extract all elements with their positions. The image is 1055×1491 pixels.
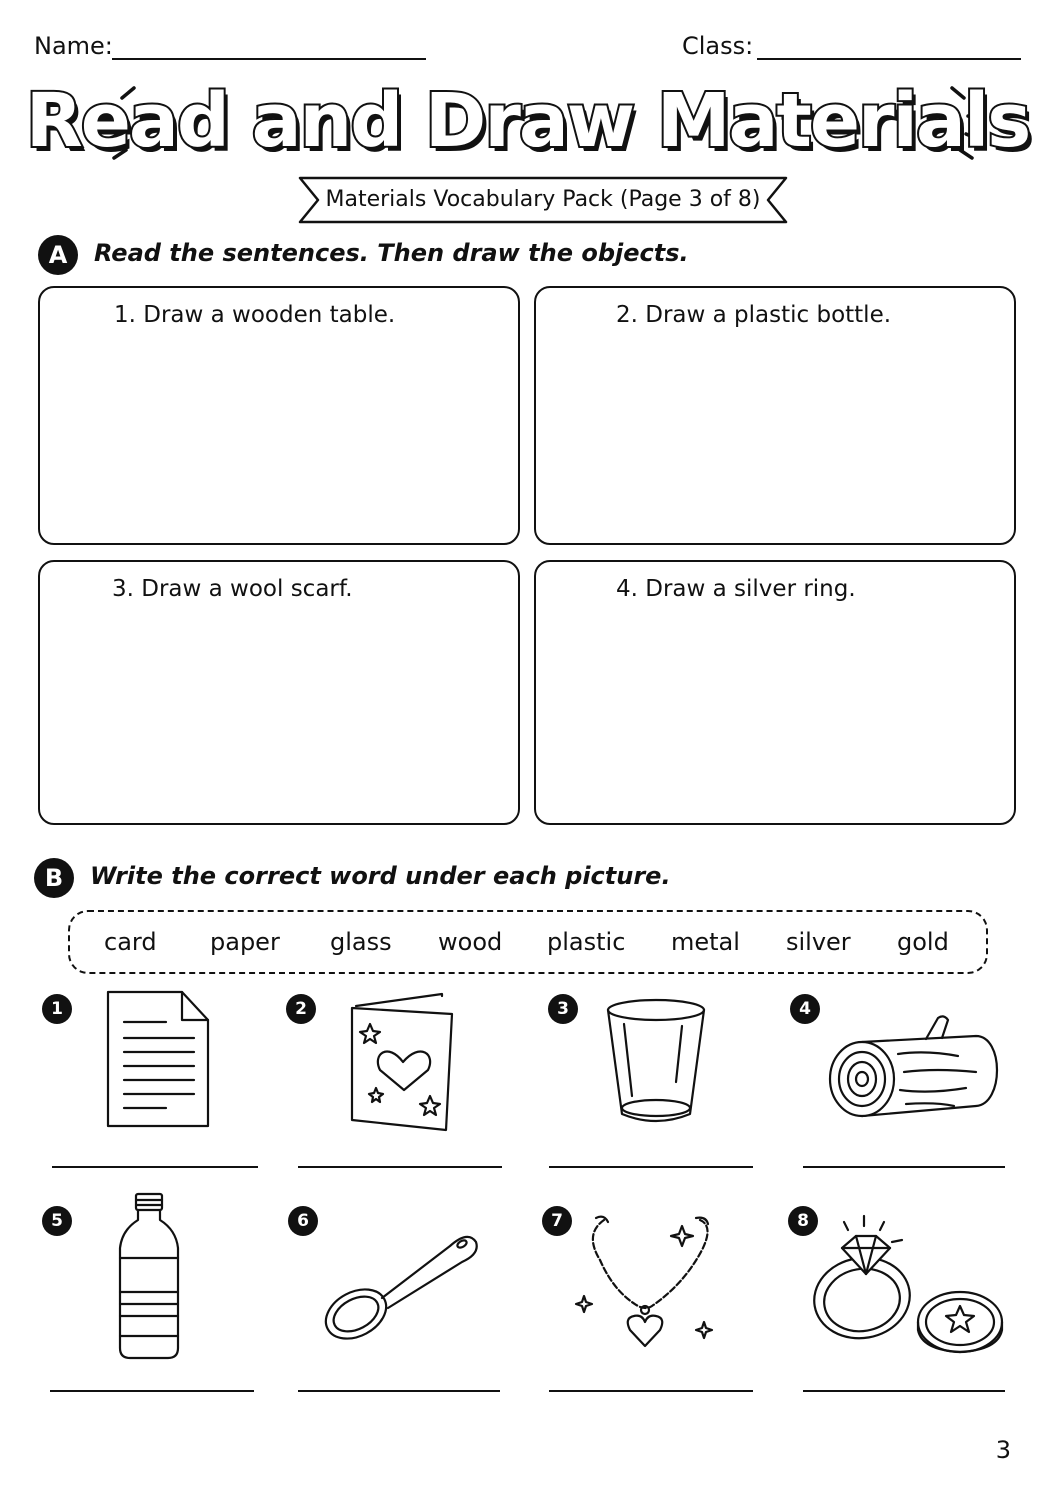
answer-line-3[interactable] [549,1166,753,1168]
word-paper: paper [210,928,280,956]
page-number: 3 [995,1436,1011,1464]
word-card: card [104,928,157,956]
word-wood: wood [438,928,503,956]
drawing-box-1[interactable] [38,286,520,545]
greeting-card-icon [348,992,458,1134]
drawing-box-4[interactable] [534,560,1016,825]
word-metal: metal [671,928,740,956]
answer-line-4[interactable] [803,1166,1005,1168]
word-plastic: plastic [547,928,626,956]
metal-spoon-icon [322,1228,482,1344]
word-glass: glass [330,928,392,956]
item-number-8: 8 [788,1206,818,1236]
item-number-2: 2 [286,994,316,1024]
item-number-6: 6 [288,1206,318,1236]
section-b-instruction: Write the correct word under each picture. [90,862,671,890]
section-a-instruction: Read the sentences. Then draw the objects. [94,239,689,267]
class-label: Class: [682,32,754,60]
item-number-5: 5 [42,1206,72,1236]
item-number-3: 3 [548,994,578,1024]
section-a-badge: A [38,235,78,275]
page-title: Read and Draw Materials [25,78,1030,164]
gold-ring-coin-icon [808,1214,1008,1358]
silver-necklace-icon [574,1214,722,1352]
answer-line-5[interactable] [50,1390,254,1392]
section-b-badge: B [34,858,74,898]
answer-line-6[interactable] [298,1390,500,1392]
answer-line-8[interactable] [803,1390,1005,1392]
wood-log-icon [826,1012,1000,1124]
answer-line-7[interactable] [549,1390,753,1392]
drawing-prompt-1: 1. Draw a wooden table. [114,302,396,328]
class-field[interactable] [757,58,1021,60]
word-silver: silver [786,928,851,956]
word-gold: gold [897,928,949,956]
drawing-prompt-2: 2. Draw a plastic bottle. [616,302,892,328]
paper-sheet-icon [106,990,212,1130]
answer-line-2[interactable] [298,1166,502,1168]
plastic-bottle-icon [116,1192,182,1362]
subtitle: Materials Vocabulary Pack (Page 3 of 8) [325,187,761,212]
drawing-box-3[interactable] [38,560,520,825]
item-number-1: 1 [42,994,72,1024]
answer-line-1[interactable] [52,1166,258,1168]
drinking-glass-icon [604,996,708,1128]
drawing-box-2[interactable] [534,286,1016,545]
name-label: Name: [34,32,113,60]
item-number-7: 7 [542,1206,572,1236]
word-bank [68,910,988,974]
drawing-prompt-4: 4. Draw a silver ring. [616,576,856,602]
item-number-4: 4 [790,994,820,1024]
drawing-prompt-3: 3. Draw a wool scarf. [112,576,353,602]
name-field[interactable] [112,58,426,60]
